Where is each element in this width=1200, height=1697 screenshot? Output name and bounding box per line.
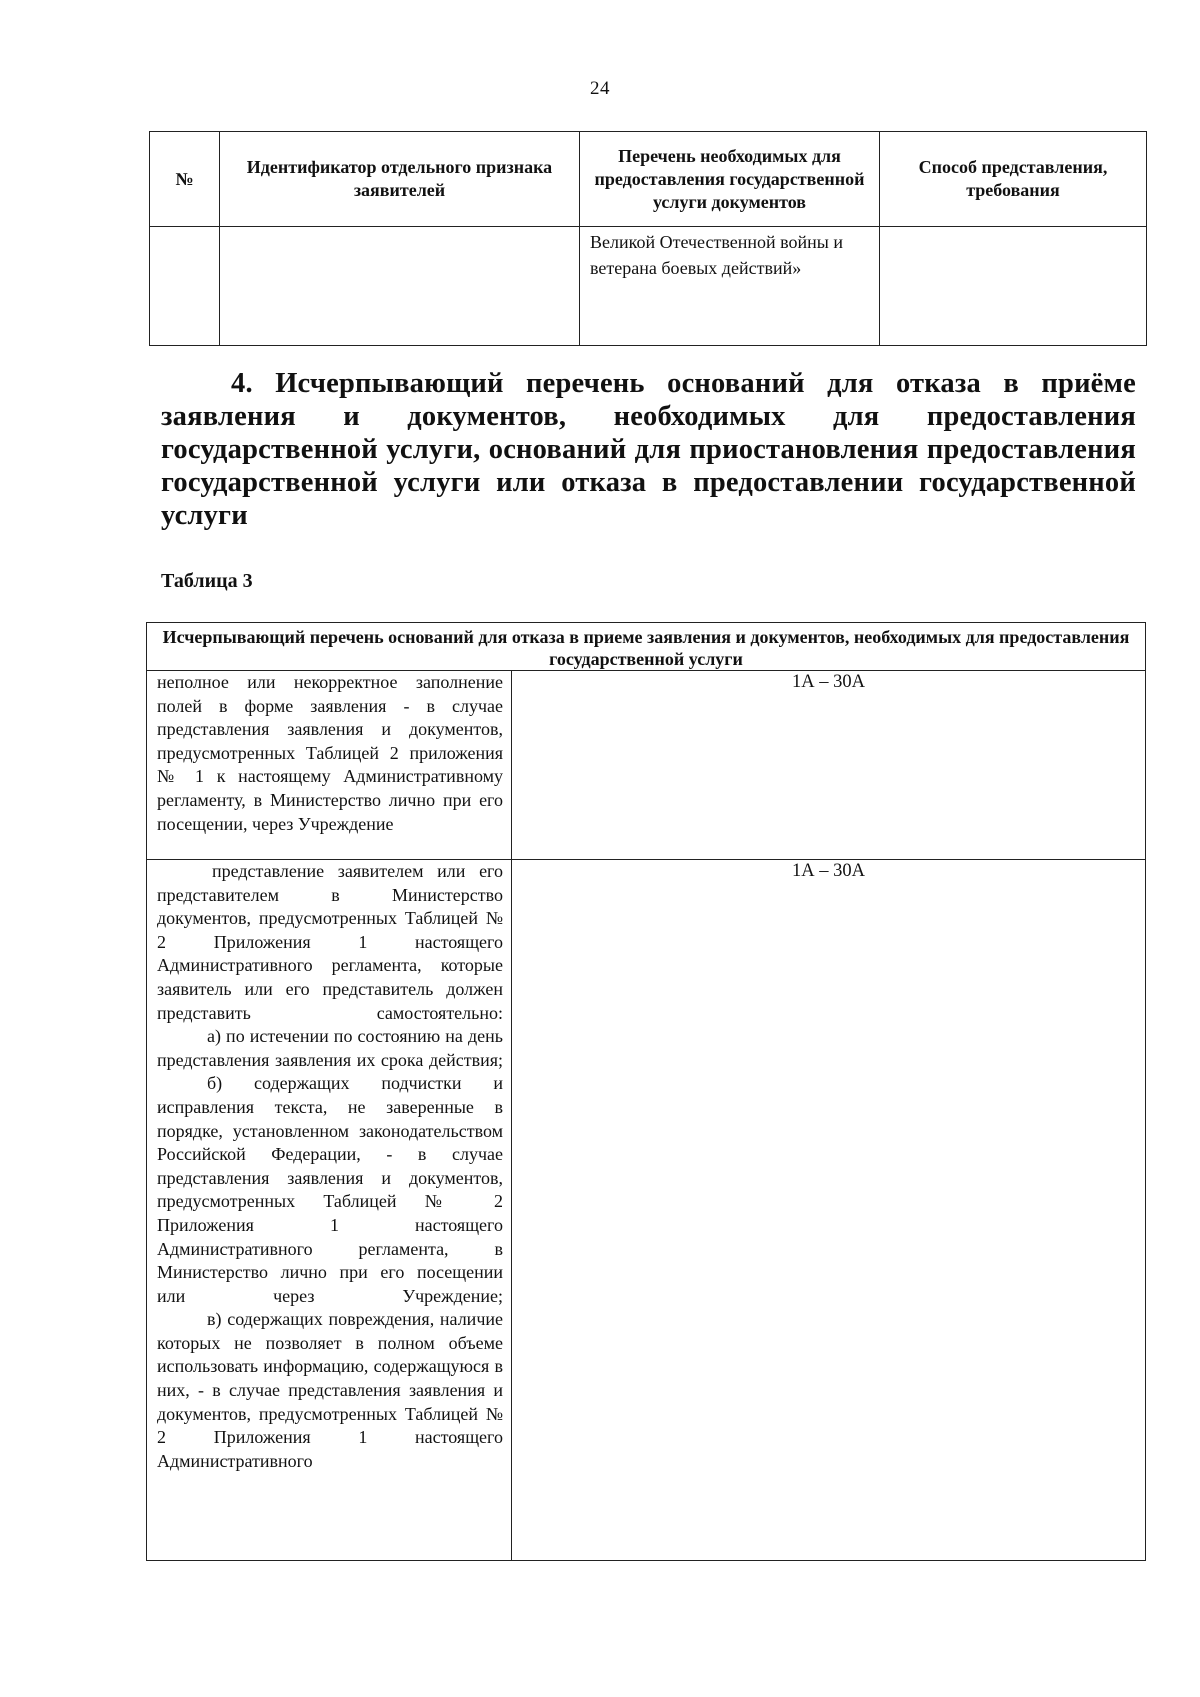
- cell-number: [150, 227, 220, 346]
- refusal-reason-subitem-b: б) содержащих подчистки и исправления текста, не заверенные в порядке, установленном законодательством Российской Федерации, - в случае представления заявления и документов, предусмотренных Таблицей № 2 Приложения 1 настоящего Административного регламента, в Министерство лично при его посещении или через Учреждение;: [157, 1073, 503, 1306]
- applicant-code-cell: 1А – 30А: [512, 671, 1146, 860]
- cell-submission-method: [880, 227, 1147, 346]
- refusal-reason-cell: [147, 671, 512, 860]
- section-heading: 4. Исчерпывающий перечень оснований для отказа в приёме заявления и документов, необходимых для предоставления государственной услуги, оснований для приостановления предоставления государственной услуги или отказа в предоставлении государственной услуги: [161, 368, 1136, 531]
- header-required-documents: Перечень необходимых для предоставления государственной услуги документов: [580, 132, 880, 227]
- refusal-grounds-table: [146, 622, 1146, 1561]
- table-header-row: [147, 623, 1146, 671]
- refusal-reason-text: представление заявителем или его представителем в Министерство документов, предусмотренных Таблицей № 2 Приложения 1 настоящего Административного регламента, которые заявитель или его представитель должен представить самостоятельно:: [157, 861, 503, 1023]
- cell-applicant-identifier: [220, 227, 580, 346]
- header-number: №: [150, 132, 220, 227]
- table-caption: Таблица 3: [161, 570, 253, 592]
- header-applicant-identifier: Идентификатор отдельного признака заявителей: [220, 132, 580, 227]
- refusal-reason-text: неполное или некорректное заполнение полей в форме заявления - в случае представления заявления и документов, предусмотренных Таблицей 2 приложения № 1 к настоящему Административному регламенту, в Министерство лично при его посещении, через Учреждение: [157, 672, 503, 834]
- table-row: [147, 860, 1146, 1561]
- table-header-row: [150, 132, 1147, 227]
- refusal-grounds-header: Исчерпывающий перечень оснований для отказа в приеме заявления и документов, необходимых для предоставления государственной услуги: [147, 623, 1146, 671]
- header-submission-method: Способ представления, требования: [880, 132, 1147, 227]
- applicant-code-cell: 1А – 30А: [512, 860, 1146, 1561]
- refusal-reason-subitem-c: в) содержащих повреждения, наличие которых не позволяет в полном объеме использовать информацию, содержащуюся в них, - в случае представления заявления и документов, предусмотренных Таблицей № 2 Приложения 1 настоящего Административного: [157, 1309, 503, 1471]
- refusal-reason-cell: [147, 860, 512, 1561]
- documents-table-continuation: [149, 131, 1147, 346]
- table-row: [150, 227, 1147, 346]
- page-number: 24: [590, 78, 610, 99]
- cell-required-documents: Великой Отечественной войны и ветерана боевых действий»: [580, 227, 880, 346]
- refusal-reason-subitem-a: а) по истечении по состоянию на день представления заявления их срока действия;: [157, 1026, 503, 1070]
- table-row: [147, 671, 1146, 860]
